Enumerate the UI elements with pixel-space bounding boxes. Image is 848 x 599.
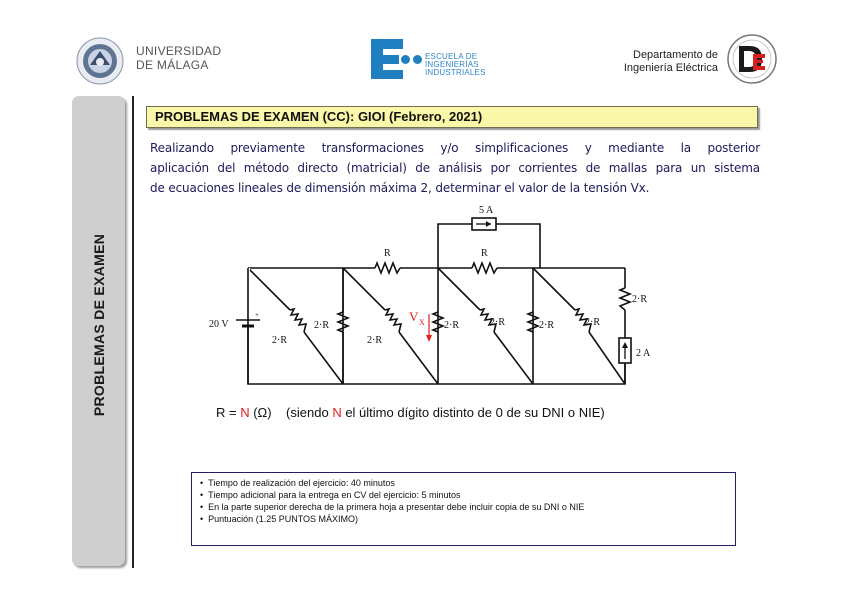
voltage-source-20v bbox=[236, 268, 260, 384]
voltage-source-label: 20 V bbox=[209, 319, 229, 330]
statement-line-2: aplicación del método directo (matricial) de análisis por corrientes de mallas para un sistema bbox=[150, 161, 760, 175]
school-name-line3: INDUSTRIALES bbox=[425, 68, 486, 77]
page-title: PROBLEMAS DE EXAMEN (CC): GIOI (Febrero, 2021) bbox=[155, 109, 483, 124]
circuit-wires bbox=[248, 224, 625, 384]
rdef-n2: N bbox=[332, 405, 342, 420]
department-logo-icon bbox=[726, 33, 778, 85]
vx-subscript: X bbox=[419, 318, 425, 327]
resistor-diag-2 bbox=[385, 309, 401, 332]
circuit-diagram bbox=[200, 198, 660, 394]
resistor-vert-4 bbox=[620, 288, 630, 310]
note-item-1: • Tiempo de realización del ejercicio: 40 minutos bbox=[200, 478, 395, 488]
rdef-suffix: el último dígito distinto de 0 de su DNI o NIE) bbox=[341, 405, 605, 420]
resistor-top-right bbox=[472, 263, 497, 273]
resistor-diag-3-label: 2·R bbox=[490, 317, 505, 328]
school-logo-dot-1 bbox=[401, 55, 410, 64]
resistance-definition bbox=[216, 405, 605, 420]
university-name-line1: UNIVERSIDAD bbox=[136, 44, 222, 58]
rdef-n1: N bbox=[240, 405, 250, 420]
current-source-2a-label: 2 A bbox=[636, 348, 651, 359]
statement-line-1: Realizando previamente transformaciones y/o simplificaciones y mediante la posterior bbox=[150, 141, 760, 155]
rdef-middle: (siendo bbox=[271, 405, 333, 420]
resistor-top-left bbox=[375, 263, 400, 273]
current-source-5a-label: 5 A bbox=[479, 205, 494, 216]
department-name-line1: Departamento de bbox=[633, 49, 718, 61]
note-item-2: • Tiempo adicional para la entrega en CV del ejercicio: 5 minutos bbox=[200, 490, 461, 500]
resistor-diag-1-label: 2·R bbox=[272, 335, 287, 346]
resistor-diag-1 bbox=[290, 309, 306, 332]
school-name-line1: ESCUELA DE bbox=[425, 52, 478, 61]
sidebar-panel bbox=[72, 96, 125, 566]
vx-label: V bbox=[409, 309, 419, 324]
statement-line-3: de ecuaciones lineales de dimensión máxima 2, determinar el valor de la tensión Vx. bbox=[150, 181, 650, 195]
resistor-diag-4-label: 2·R bbox=[585, 317, 600, 328]
note-item-4: • Puntuación (1.25 PUNTOS MÁXIMO) bbox=[200, 514, 359, 524]
resistor-top-left-label: R bbox=[384, 248, 391, 259]
notes-box bbox=[191, 472, 736, 546]
vertical-divider bbox=[132, 96, 134, 568]
resistor-vert-2-label: 2·R bbox=[444, 320, 459, 331]
current-source-5a bbox=[472, 218, 496, 230]
vx-arrow-icon bbox=[426, 314, 432, 342]
resistor-vert-1-label: 2·R bbox=[314, 320, 329, 331]
school-logo-dot-2 bbox=[413, 55, 422, 64]
voltage-source-plus: + bbox=[255, 311, 259, 319]
department-name-line2: Ingeniería Eléctrica bbox=[623, 62, 718, 74]
title-banner bbox=[146, 106, 758, 128]
resistor-top-right-label: R bbox=[481, 248, 488, 259]
current-source-2a bbox=[619, 338, 631, 363]
university-name-line2: DE MÁLAGA bbox=[136, 58, 209, 72]
resistor-diag-2-label: 2·R bbox=[367, 335, 382, 346]
school-name-line2: INGENIERÍAS bbox=[425, 60, 479, 69]
rdef-prefix: R = bbox=[216, 405, 241, 420]
university-seal-icon bbox=[76, 37, 124, 85]
sidebar-label: PROBLEMAS DE EXAMEN bbox=[91, 233, 107, 417]
note-item-3: • En la parte superior derecha de la primera hoja a presentar debe incluir copia de su DNI o NIE bbox=[200, 502, 585, 512]
resistor-vert-4-label: 2·R bbox=[632, 294, 647, 305]
resistor-vert-3-label: 2·R bbox=[539, 320, 554, 331]
rdef-unit: (Ω) bbox=[249, 405, 272, 420]
